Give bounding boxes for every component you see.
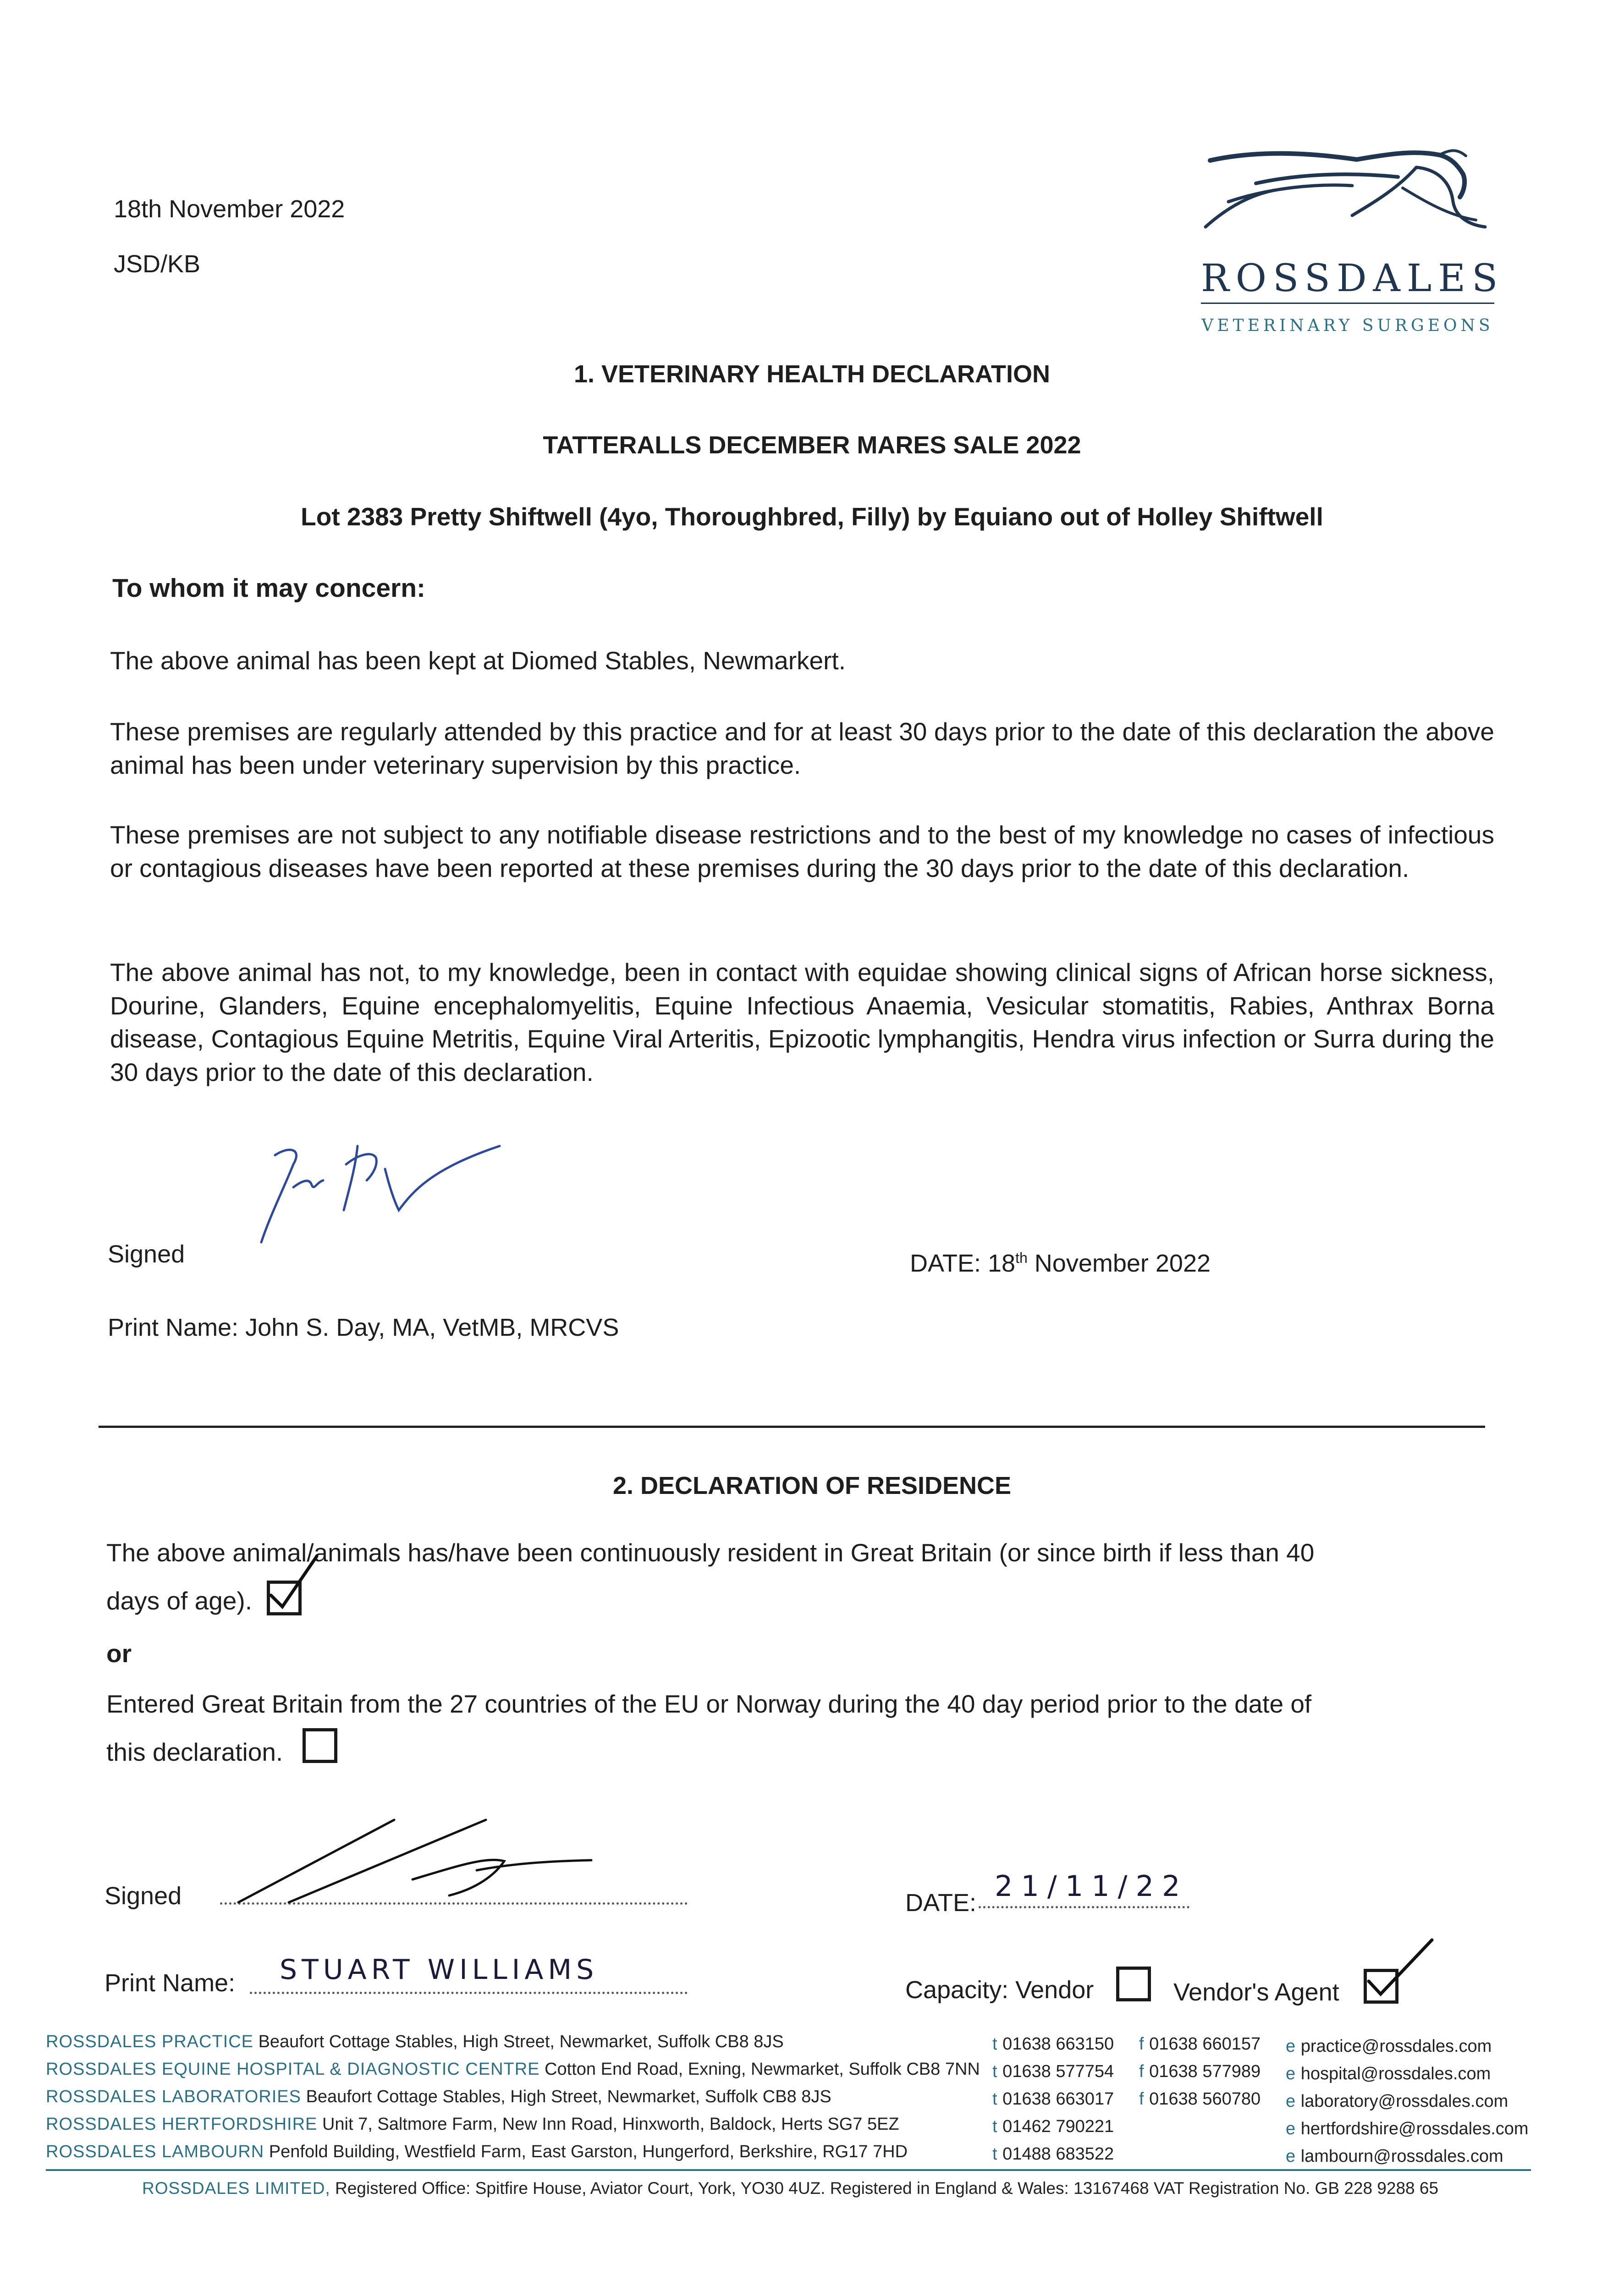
residence-option2-line2: this declaration. [106,1738,283,1766]
footer-office-lambourn: ROSSDALES LAMBOURN Penfold Building, Westfield Farm, East Garston, Hungerford, Berkshire, RG17 7HD [46,2142,908,2161]
section-divider [99,1426,1485,1428]
footer-office-hertfordshire: ROSSDALES HERTFORDSHIRE Unit 7, Saltmore Farm, New Inn Road, Hinxworth, Baldock, Herts SG7 5EZ [46,2115,899,2134]
capacity-vendor-label: Capacity: Vendor [905,1976,1094,2004]
vendor-date-handwritten: 21/11/22 [995,1869,1189,1903]
option2-checkbox[interactable] [303,1728,337,1763]
vendor-print-name-line [250,1992,688,1994]
vendor-date-label: DATE: [905,1889,977,1917]
vendor-signed-label: Signed [105,1882,182,1910]
footer-tel-lambourn: t 01488 683522 [992,2144,1114,2164]
footer-email-hertfordshire[interactable]: e hertfordshire@rossdales.com [1286,2119,1529,2138]
residence-option2-line1: Entered Great Britain from the 27 countries of the EU or Norway during the 40 day period prior to the date of [106,1690,1312,1718]
salutation: To whom it may concern: [112,573,426,603]
footer-registration: ROSSDALES LIMITED, Registered Office: Spitfire House, Aviator Court, York, YO30 4UZ. Registered in England & Wales: 13167468 VAT Registration No. GB 228 9288 65 [142,2179,1439,2198]
or-label: or [106,1639,132,1668]
option1-checkmark-icon [266,1552,321,1616]
sale-title: TATTERALLS DECEMBER MARES SALE 2022 [543,431,1081,459]
footer-office-practice: ROSSDALES PRACTICE Beaufort Cottage Stables, High Street, Newmarket, Suffolk CB8 8JS [46,2032,784,2051]
residence-option1-line1: The above animal/animals has/have been continuously resident in Great Britain (or since birth if less than 40 [106,1538,1315,1567]
vendor-agent-checkbox[interactable] [1364,1969,1398,2004]
vet-signed-label: Signed [108,1240,185,1268]
footer-tel-laboratories: t 01638 663017 [992,2089,1114,2109]
footer-tel-hertfordshire: t 01462 790221 [992,2117,1114,2136]
footer-email-practice[interactable]: e practice@rossdales.com [1286,2037,1492,2056]
brand-tagline: VETERINARY SURGEONS [1201,316,1494,335]
paragraph-attended: These premises are regularly attended by this practice and for at least 30 days prior to the date of this declaration the above animal has been under veterinary supervision by this practice. [110,717,1494,779]
paragraph-contact: The above animal has not, to my knowledge, been in contact with equidae showing clinical signs of African horse sickness, Dourine, Glanders, Equine encephalomyelitis, Equine Infectious Anaemia, Vesicular stomatitis, Rabies, Anthrax Borna disease, Contagious Equine Metritis, Equine Viral Arteritis, Epizootic lymphangitis, Hendra virus infection or Surra during the 30 days prior to the date of this declaration. [110,958,1494,1086]
letter-reference: JSD/KB [114,250,201,278]
vendor-checkbox[interactable] [1116,1967,1151,2001]
footer-office-laboratories: ROSSDALES LABORATORIES Beaufort Cottage Stables, High Street, Newmarket, Suffolk CB8 8JS [46,2087,831,2106]
footer-email-laboratories[interactable]: e laboratory@rossdales.com [1286,2092,1508,2111]
vendor-print-name-label: Print Name: [105,1969,236,1997]
vendor-date-line [979,1906,1189,1908]
brand-divider [1201,303,1494,304]
section1-heading: 1. VETERINARY HEALTH DECLARATION [573,360,1051,388]
footer-fax-practice: f 01638 660157 [1139,2034,1261,2054]
brand-name: ROSSDALES [1201,257,1504,300]
option1-checkbox[interactable] [267,1581,302,1615]
vet-print-name: Print Name: John S. Day, MA, VetMB, MRCVS [108,1314,619,1341]
paragraph-kept: The above animal has been kept at Diomed Stables, Newmarkert. [110,646,846,675]
vendor-agent-label: Vendor's Agent [1173,1978,1339,2006]
footer-email-hospital[interactable]: e hospital@rossdales.com [1286,2064,1491,2083]
horse-logo-icon [1201,147,1494,229]
footer-tel-hospital: t 01638 577754 [992,2062,1114,2081]
letter-date: 18th November 2022 [114,195,345,223]
vet-date: DATE: 18th November 2022 [910,1250,1211,1277]
vendor-agent-checkmark-icon [1363,1935,1437,2004]
vendor-print-name-handwritten: STUART WILLIAMS [280,1954,599,1986]
section2-heading: 2. DECLARATION OF RESIDENCE [612,1472,1012,1499]
residence-option1-line2: days of age). [106,1587,252,1615]
footer-email-lambourn[interactable]: e lambourn@rossdales.com [1286,2147,1503,2166]
paragraph-restrictions: These premises are not subject to any notifiable disease restrictions and to the best of my knowledge no cases of infectious or contagious diseases have been reported at these premises during the 30 days prior to the date of this declaration. [110,821,1494,882]
footer-office-hospital: ROSSDALES EQUINE HOSPITAL & DIAGNOSTIC CENTRE Cotton End Road, Exning, Newmarket, Suffolk CB8 7NN [46,2060,980,2079]
footer-tel-practice: t 01638 663150 [992,2034,1114,2054]
footer-fax-hospital: f 01638 577989 [1139,2062,1261,2081]
lot-title: Lot 2383 Pretty Shiftwell (4yo, Thoroughbred, Filly) by Equiano out of Holley Shiftwell [301,502,1323,531]
footer-fax-laboratories: f 01638 560780 [1139,2089,1261,2109]
vendor-signature [220,1811,701,1916]
footer-rule [46,2169,1531,2171]
vet-signature [248,1137,504,1256]
